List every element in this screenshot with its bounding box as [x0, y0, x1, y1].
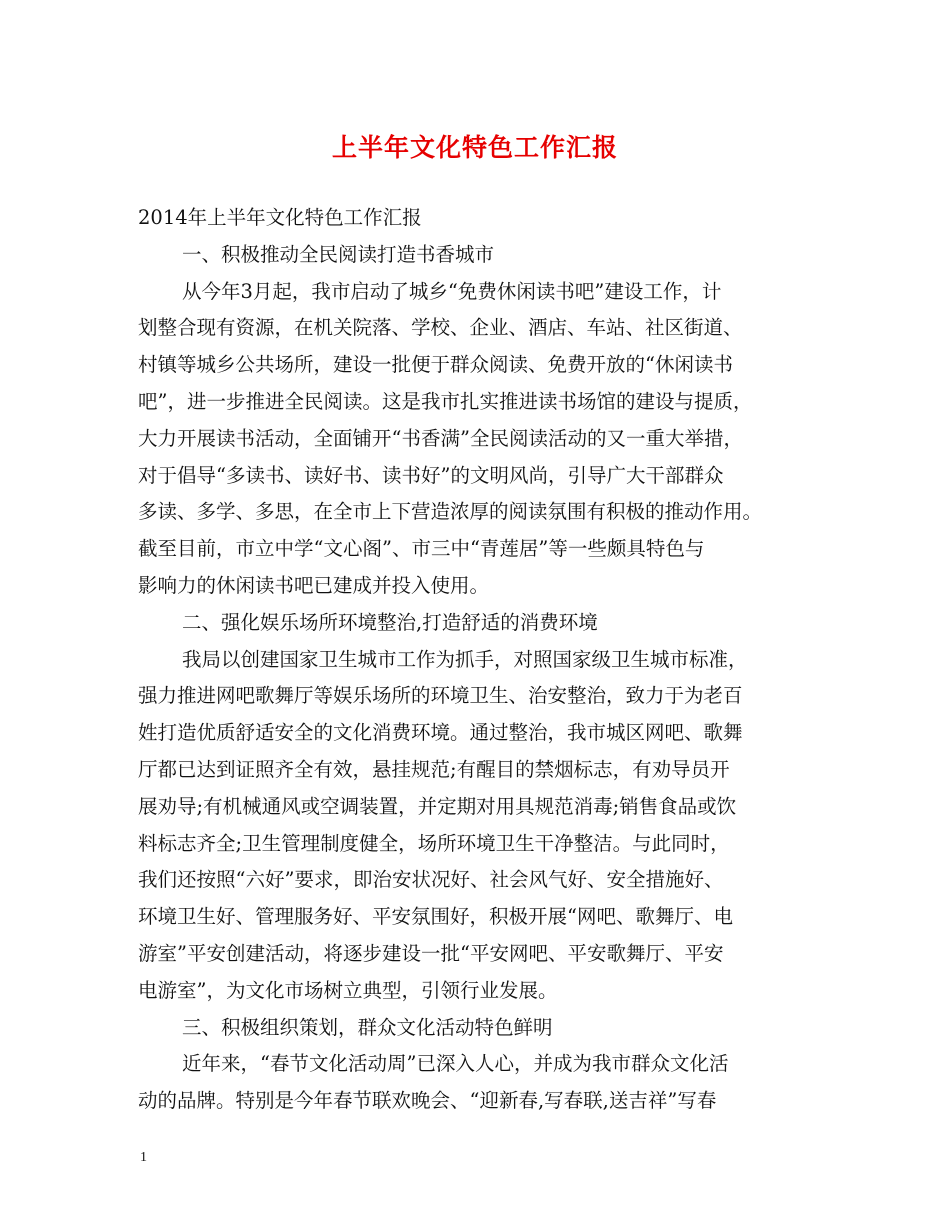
paragraph-line: 吧”，进一步推进全民阅读。这是我市扎实推进读书场馆的建设与提质， — [138, 389, 753, 413]
paragraph-line: 电游室”，为文化市场树立典型，引领行业发展。 — [138, 978, 558, 1002]
paragraph-line: 截至目前，市立中学“文心阁”、市三中“青莲居”等一些颇具特色与 — [138, 537, 705, 561]
section-heading-3: 三、积极组织策划，群众文化活动特色鲜明 — [182, 1015, 553, 1039]
paragraph-line: 环境卫生好、管理服务好、平安氛围好，积极开展“网吧、歌舞厅、电 — [138, 905, 733, 929]
section-heading-2: 二、强化娱乐场所环境整治,打造舒适的消费环境 — [182, 610, 598, 634]
paragraph-line: 多读、多学、多思，在全市上下营造浓厚的阅读氛围有积极的推动作用。 — [138, 500, 763, 524]
paragraph-line: 影响力的休闲读书吧已建成并投入使用。 — [138, 573, 490, 597]
paragraph-line: 划整合现有资源，在机关院落、学校、企业、酒店、车站、社区街道、 — [138, 316, 743, 340]
paragraph-line: 姓打造优质舒适安全的文化消费环境。通过整治，我市城区网吧、歌舞 — [138, 721, 743, 745]
paragraph-line: 从今年3月起，我市启动了城乡“免费休闲读书吧”建设工作，计 — [182, 279, 722, 303]
paragraph-line: 强力推进网吧歌舞厅等娱乐场所的环境卫生、治安整治，致力于为老百 — [138, 684, 743, 708]
paragraph-line: 动的品牌。特别是今年春节联欢晚会、“迎新春,写春联,送吉祥”写春 — [138, 1089, 717, 1113]
page-number: 1 — [140, 1150, 147, 1165]
paragraph-line: 对于倡导“多读书、读好书、读书好”的文明风尚，引导广大干部群众 — [138, 463, 724, 487]
paragraph-line: 大力开展读书活动，全面铺开“书香满”全民阅读活动的又一重大举措， — [138, 426, 743, 450]
paragraph-line: 我们还按照“六好”要求，即治安状况好、社会风气好、安全措施好、 — [138, 868, 724, 892]
subtitle-line: 2014年上半年文化特色工作汇报 — [138, 206, 422, 229]
document-body — [138, 200, 828, 1120]
section-heading-1: 一、积极推动全民阅读打造书香城市 — [182, 242, 495, 266]
document-title: 上半年文化特色工作汇报 — [331, 133, 618, 162]
paragraph-line: 游室”平安创建活动，将逐步建设一批“平安网吧、平安歌舞厅、平安 — [138, 941, 724, 965]
paragraph-line: 近年来，“春节文化活动周”已深入人心，并成为我市群众文化活 — [182, 1052, 729, 1076]
paragraph-line: 展劝导;有机械通风或空调装置，并定期对用具规范消毒;销售食品或饮 — [138, 794, 737, 818]
paragraph-line: 村镇等城乡公共场所，建设一批便于群众阅读、免费开放的“休闲读书 — [138, 353, 733, 377]
paragraph-line: 料标志齐全;卫生管理制度健全，场所环境卫生干净整洁。与此同时， — [138, 831, 730, 855]
paragraph-line: 厅都已达到证照齐全有效，悬挂规范;有醒目的禁烟标志，有劝导员开 — [138, 757, 730, 781]
paragraph-line: 我局以创建国家卫生城市工作为抓手，对照国家级卫生城市标准， — [182, 647, 748, 671]
